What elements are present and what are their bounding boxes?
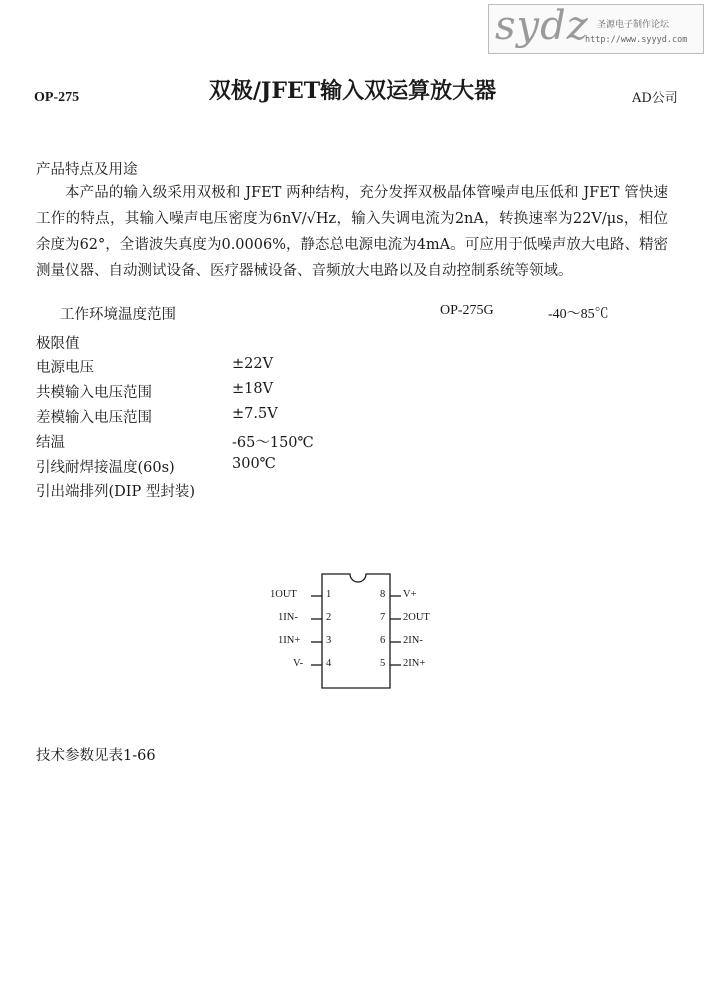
company-name: AD公司 <box>632 91 678 106</box>
watermark-site-name: 圣源电子制作论坛 <box>597 20 670 30</box>
limit-value: 300℃ <box>232 456 276 472</box>
footer-note: 技术参数见表1-66 <box>36 748 156 764</box>
watermark-logo-text: sydz <box>495 3 589 49</box>
pin-label-right: 2IN+ <box>403 658 426 669</box>
limits-heading: 极限值 <box>36 336 80 352</box>
limit-label: 引线耐焊接温度(60s) <box>36 460 175 476</box>
features-heading: 产品特点及用途 <box>36 162 138 178</box>
pin-number: 4 <box>326 658 332 669</box>
pin-label-left: 1IN- <box>278 612 298 623</box>
pin-number: 8 <box>380 589 386 600</box>
pin-number: 7 <box>380 612 386 623</box>
limit-label: 差模输入电压范围 <box>36 410 152 426</box>
pin-label-left: 1OUT <box>270 589 297 600</box>
limit-label: 共模输入电压范围 <box>36 385 152 401</box>
pin-number: 2 <box>326 612 332 623</box>
pin-number: 3 <box>326 635 332 646</box>
limit-value: ±7.5V <box>232 406 278 422</box>
page-title: 双极/JFET输入双运算放大器 <box>208 78 497 104</box>
pin-label-right: 2OUT <box>403 612 430 623</box>
pin-label-left: 1IN+ <box>278 635 301 646</box>
temperature-label: 工作环境温度范围 <box>60 307 176 323</box>
watermark-url: http://www.syyyd.com <box>585 35 688 45</box>
pin-label-right: V+ <box>403 589 417 600</box>
pinout-heading: 引出端排列(DIP 型封装) <box>36 484 196 500</box>
pin-label-right: 2IN- <box>403 635 423 646</box>
pin-number: 6 <box>380 635 386 646</box>
pin-number: 5 <box>380 658 386 669</box>
temperature-range: -40～85℃ <box>548 307 609 322</box>
pin-number: 1 <box>326 589 332 600</box>
temperature-model: OP-275G <box>440 303 494 318</box>
limit-value: ±22V <box>232 356 274 372</box>
limit-label: 电源电压 <box>36 360 94 376</box>
limit-value: -65～150℃ <box>232 435 314 451</box>
limit-value: ±18V <box>232 381 274 397</box>
model-number: OP-275 <box>34 90 80 105</box>
limit-label: 结温 <box>36 435 65 451</box>
features-paragraph: 本产品的输入级采用双极和 JFET 两种结构，充分发挥双极晶体管噪声电压低和 JFET 管快速工作的特点，其输入噪声电压密度为6nV/√Hz，输入失调电流为2nA，转换速率为22V/μs，相位余度为62°，全谐波失真度为0.0006%，静态总电源电流为4mA。可应用于低噪声放大电路、精密测量仪器、自动测试设备、医疗器械设备、音频放大电路以及自动控制系统等领域。 <box>36 185 668 279</box>
pin-label-left: V- <box>293 658 304 669</box>
